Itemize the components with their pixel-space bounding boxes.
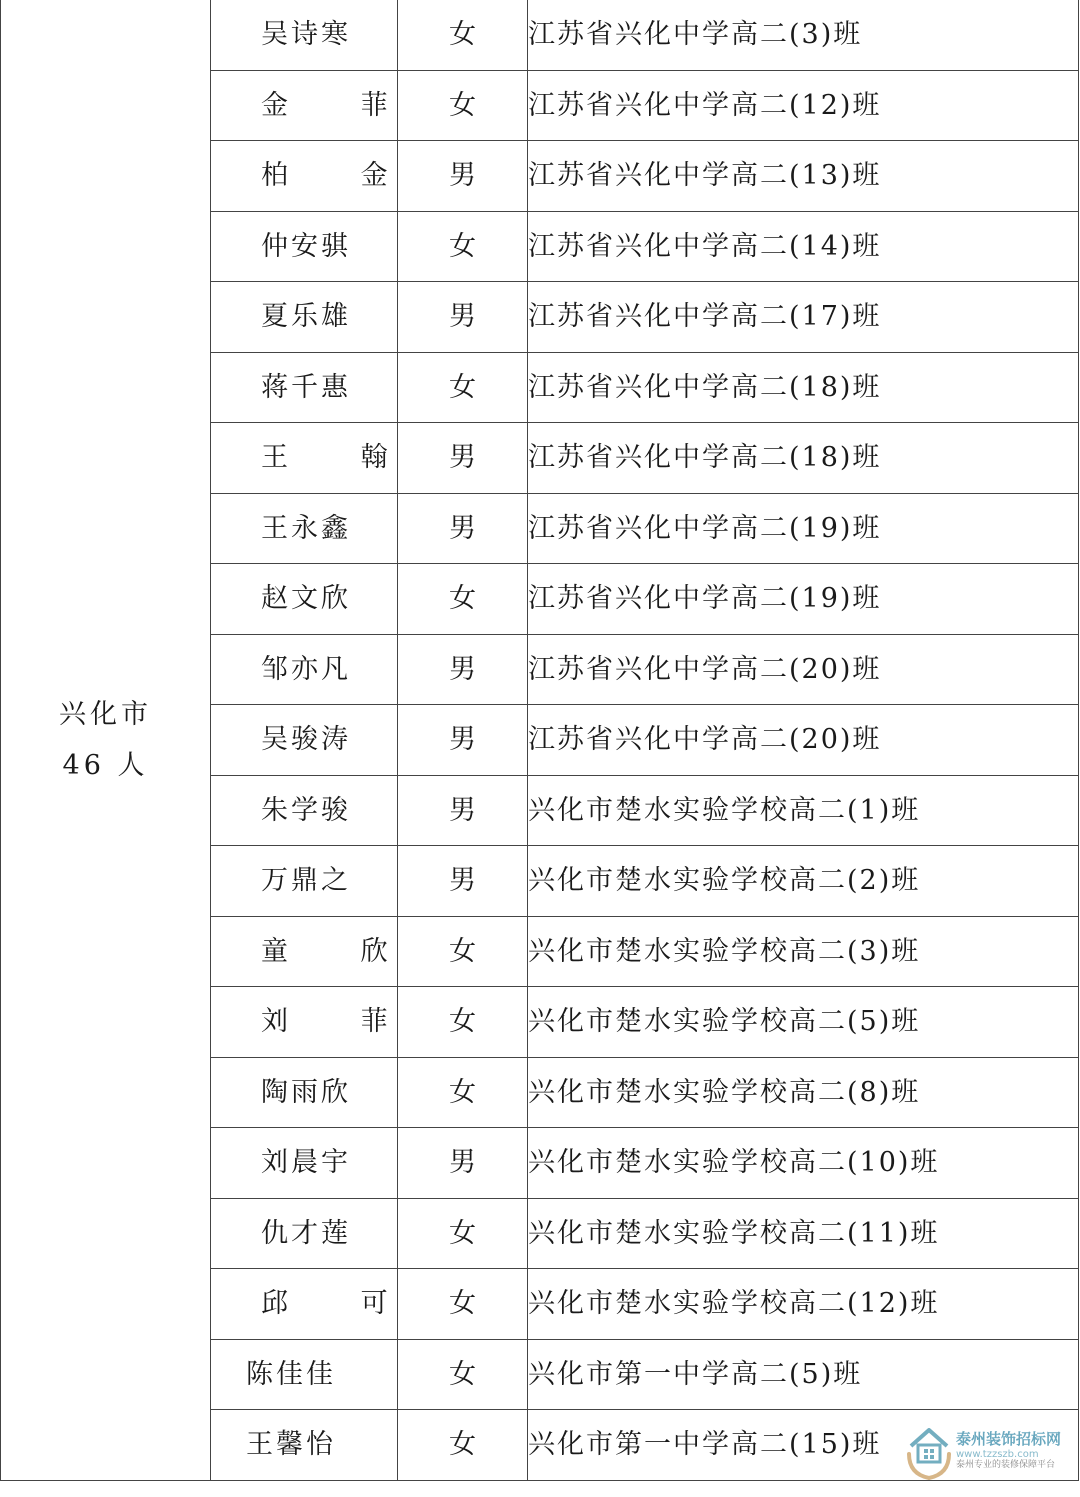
student-class-cell: [528, 211, 1079, 282]
student-name: 刘晨宇: [261, 1147, 351, 1179]
student-class-cell: [528, 423, 1079, 494]
student-class-cell: [528, 775, 1079, 846]
student-name-cell: [211, 1057, 398, 1128]
student-gender: 男: [398, 423, 528, 494]
student-school-class: 江苏省兴化中学高二(18)班: [528, 442, 882, 474]
student-name-cell: [211, 916, 420, 987]
watermark-text: [956, 1431, 1061, 1470]
student-class-cell: [528, 1339, 1079, 1410]
student-school-class: 兴化市楚水实验学校高二(11)班: [528, 1217, 940, 1249]
student-class-cell: [528, 1057, 1079, 1128]
student-gender: 女: [398, 1410, 528, 1481]
student-class-cell: [528, 0, 1079, 70]
student-gender: 女: [398, 1269, 528, 1340]
student-school-class: 兴化市楚水实验学校高二(2)班: [528, 865, 921, 897]
student-gender: 女: [398, 564, 528, 635]
student-name: 刘 菲: [261, 1006, 420, 1038]
student-class-cell: [528, 916, 1079, 987]
student-gender: 女: [398, 70, 528, 141]
roster-body: [1, 0, 1079, 1480]
student-name-cell: [211, 282, 398, 353]
student-name-cell: [211, 1410, 398, 1481]
student-gender: 男: [398, 634, 528, 705]
student-name: 邱 可: [261, 1288, 420, 1320]
student-name: 仇才莲: [261, 1217, 351, 1249]
student-school-class: 兴化市楚水实验学校高二(1)班: [528, 794, 921, 826]
student-name-cell: [211, 775, 398, 846]
region-name: 兴化市: [59, 698, 152, 730]
student-name: 万鼎之: [261, 865, 351, 897]
student-school-class: 兴化市楚水实验学校高二(5)班: [528, 1006, 921, 1038]
student-name: 夏乐雄: [261, 301, 351, 333]
student-class-cell: [528, 70, 1079, 141]
site-watermark: [906, 1409, 1074, 1493]
student-name-cell: [211, 634, 398, 705]
student-name-cell: [211, 1128, 398, 1199]
student-school-class: 江苏省兴化中学高二(20)班: [528, 653, 882, 685]
student-class-cell: [528, 282, 1079, 353]
student-gender: 男: [398, 493, 528, 564]
student-name: 蒋千惠: [261, 371, 351, 403]
student-class-cell: [528, 352, 1079, 423]
student-name-cell: [211, 705, 398, 776]
student-name: 金 菲: [261, 89, 420, 121]
student-name-cell: [211, 987, 420, 1058]
student-school-class: 江苏省兴化中学高二(17)班: [528, 301, 882, 333]
student-name-cell: [211, 1339, 398, 1410]
student-name-cell: [211, 70, 420, 141]
student-school-class: 兴化市楚水实验学校高二(8)班: [528, 1076, 921, 1108]
student-school-class: 江苏省兴化中学高二(19)班: [528, 583, 882, 615]
student-name-cell: [211, 423, 420, 494]
student-gender: 男: [398, 775, 528, 846]
student-school-class: 兴化市第一中学高二(5)班: [528, 1358, 863, 1390]
student-name: 陈佳佳: [246, 1358, 336, 1390]
student-gender: 女: [398, 1198, 528, 1269]
student-school-class: 江苏省兴化中学高二(3)班: [528, 19, 863, 51]
student-name: 陶雨欣: [261, 1076, 351, 1108]
region-count: 46 人: [62, 749, 149, 781]
student-school-class: 江苏省兴化中学高二(13)班: [528, 160, 882, 192]
student-gender: 女: [398, 352, 528, 423]
student-name-cell: [211, 211, 398, 282]
student-gender: 女: [398, 0, 528, 70]
student-class-cell: [528, 1128, 1079, 1199]
student-name: 仲安骐: [261, 230, 351, 262]
table-row: [1, 0, 1079, 70]
student-name-cell: [211, 493, 398, 564]
student-school-class: 江苏省兴化中学高二(12)班: [528, 89, 882, 121]
student-class-cell: [528, 564, 1079, 635]
student-gender: 女: [398, 211, 528, 282]
student-school-class: 江苏省兴化中学高二(19)班: [528, 512, 882, 544]
student-name: 王馨怡: [246, 1429, 336, 1461]
student-name: 柏 金: [261, 160, 420, 192]
student-name: 赵文欣: [261, 583, 351, 615]
student-gender: 男: [398, 141, 528, 212]
student-class-cell: [528, 634, 1079, 705]
student-gender: 女: [398, 1057, 528, 1128]
student-name-cell: [211, 141, 420, 212]
watermark-url: www.tzzszb.com: [956, 1448, 1039, 1460]
student-school-class: 江苏省兴化中学高二(20)班: [528, 724, 882, 756]
student-gender: 男: [398, 846, 528, 917]
student-class-cell: [528, 141, 1079, 212]
student-school-class: 江苏省兴化中学高二(18)班: [528, 371, 882, 403]
student-gender: 男: [398, 705, 528, 776]
student-name-cell: [211, 1198, 398, 1269]
student-gender: 男: [398, 1128, 528, 1199]
student-school-class: 兴化市楚水实验学校高二(12)班: [528, 1288, 940, 1320]
student-gender: 女: [398, 987, 528, 1058]
student-name: 吴骏涛: [261, 724, 351, 756]
house-hands-logo-icon: [906, 1420, 952, 1482]
student-gender: 女: [398, 916, 528, 987]
student-name: 王 翰: [261, 442, 420, 474]
student-name: 朱学骏: [261, 794, 351, 826]
watermark-title: 泰州装饰招标网: [956, 1430, 1062, 1449]
student-class-cell: [528, 846, 1079, 917]
region-info: [1, 698, 210, 781]
region-cell: [1, 0, 211, 1480]
student-name-cell: [211, 0, 398, 70]
student-name-cell: [211, 1269, 420, 1340]
student-name-cell: [211, 846, 398, 917]
student-name: 王永鑫: [261, 512, 351, 544]
student-class-cell: [528, 987, 1079, 1058]
student-class-cell: [528, 1198, 1079, 1269]
student-school-class: 兴化市楚水实验学校高二(10)班: [528, 1147, 940, 1179]
student-gender: 女: [398, 1339, 528, 1410]
student-gender: 男: [398, 282, 528, 353]
student-name: 吴诗寒: [261, 19, 351, 51]
student-name: 邹亦凡: [261, 653, 351, 685]
student-school-class: 兴化市楚水实验学校高二(3)班: [528, 935, 921, 967]
student-class-cell: [528, 1269, 1079, 1340]
student-school-class: 兴化市第一中学高二(15)班: [528, 1429, 882, 1461]
student-class-cell: [528, 493, 1079, 564]
student-name-cell: [211, 564, 398, 635]
student-name: 童 欣: [261, 935, 420, 967]
student-class-cell: [528, 705, 1079, 776]
student-name-cell: [211, 352, 398, 423]
watermark-slogan: 泰州专业的装修保障平台: [956, 1460, 1056, 1471]
student-school-class: 江苏省兴化中学高二(14)班: [528, 230, 882, 262]
